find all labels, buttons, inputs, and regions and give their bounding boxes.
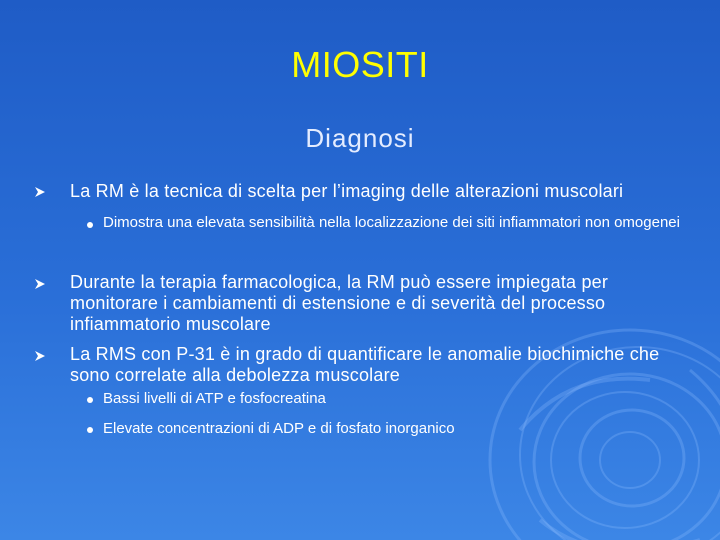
bullet-3-sub-1-text: Bassi livelli di ATP e fosfocreatina — [103, 390, 326, 407]
bullet-3-sub-2-text: Elevate concentrazioni di ADP e di fosfato inorganico — [103, 420, 455, 437]
round-dot-bullet-icon — [87, 427, 93, 433]
bullet-1-text: La RM è la tecnica di scelta per l’imaging delle alterazioni muscolari — [70, 181, 624, 201]
slide-title: MIOSITI — [291, 44, 429, 85]
bullet-1-sub-1-text: Dimostra una elevata sensibilità nella localizzazione dei siti infiammatori non omogenei — [103, 214, 680, 231]
arrowhead-bullet-icon — [34, 278, 46, 290]
slide-subtitle: Diagnosi — [305, 123, 415, 153]
arrowhead-bullet-icon — [34, 186, 46, 198]
round-dot-bullet-icon — [87, 222, 93, 228]
arrowhead-bullet-icon — [34, 350, 46, 362]
round-dot-bullet-icon — [87, 397, 93, 403]
bullet-2-text: Durante la terapia farmacologica, la RM può essere impiegata per monitorare i cambiamenti di estensione e di severità del processo infiammatorio muscolare — [70, 272, 609, 334]
bullet-3-text: La RMS con P-31 è in grado di quantificare le anomalie biochimiche che sono correlate alla debolezza muscolare — [70, 344, 660, 385]
